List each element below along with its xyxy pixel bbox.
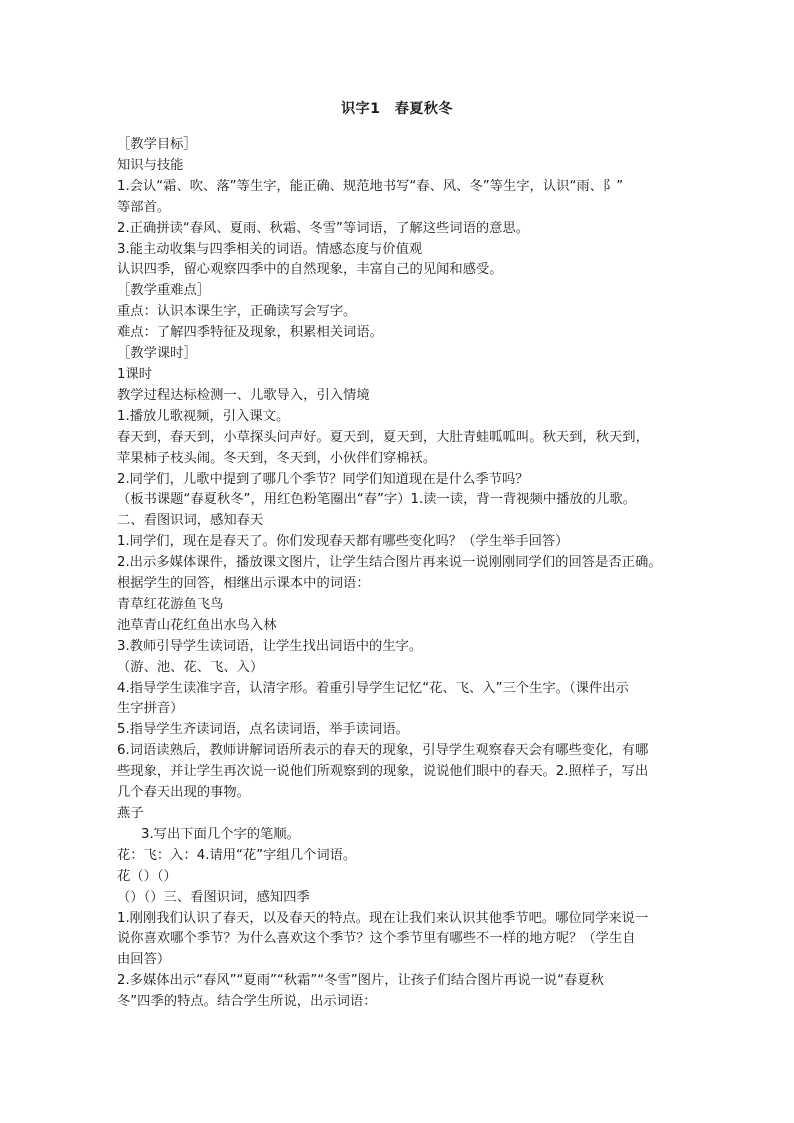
- text-line: 难点：了解四季特征及现象，积累相关词语。: [117, 325, 383, 341]
- text-line: 3.能主动收集与四季相关的词语。情感态度与价值观: [117, 241, 423, 257]
- text-line: （）（）三、看图识词，感知四季: [117, 889, 310, 905]
- text-line: 等部首。: [117, 199, 171, 215]
- text-line: 春天到，春天到，小草探头问声好。夏天到，夏天到，大肚青蛙呱呱叫。秋天到，秋天到，: [117, 429, 649, 445]
- text-line: 青草红花游鱼飞鸟: [117, 596, 224, 612]
- text-line: 根据学生的回答，相继出示课本中的词语：: [117, 576, 370, 592]
- text-line: 1.同学们，现在是春天了。你们发现春天都有哪些变化吗？（学生举手回答）: [117, 534, 569, 550]
- text-line: 2.正确拼读“春风、夏雨、秋霜、冬雪”等词语，了解这些词语的意思。: [117, 220, 530, 236]
- text-line: 5.指导学生齐读词语，点名读词语，举手读词语。: [117, 722, 409, 738]
- text-line: ［教学课时］: [117, 346, 197, 362]
- text-line: 燕子: [117, 806, 144, 821]
- text-line: 2.出示多媒体课件，播放课文图片，让学生结合图片再来说一说刚刚同学们的回答是否正确。: [117, 555, 662, 571]
- document-body: [117, 135, 687, 1013]
- text-line: 知识与技能: [117, 157, 184, 173]
- text-line: （游、池、花、飞、入）: [117, 659, 264, 675]
- text-line: 花：飞：入：4.请用“花”字组几个词语。: [117, 847, 357, 863]
- text-line: ［教学重难点］: [117, 283, 211, 299]
- text-line: 几个春天出现的事物。: [117, 785, 250, 801]
- text-line: 苹果柿子枝头闹。冬天到，冬天到，小伙伴们穿棉袄。: [117, 450, 437, 466]
- text-line: 1.会认“霜、吹、落”等生字，能正确、规范地书写“春、风、冬”等生字，认识“雨、阝”: [117, 178, 624, 194]
- text-line: 生字拼音）: [117, 701, 184, 717]
- text-line: 3.教师引导学生读词语，让学生找出词语中的生字。: [117, 638, 423, 654]
- text-line: 1.刚刚我们认识了春天，以及春天的特点。现在让我们来认识其他季节吧。哪位同学来说一: [117, 910, 649, 926]
- text-line: 1课时: [117, 366, 153, 382]
- text-line: 池草青山花红鱼出水鸟入林: [117, 617, 277, 633]
- text-line: 1.播放儿歌视频，引入课文。: [117, 408, 290, 424]
- text-line: ［教学目标］: [117, 137, 197, 152]
- text-line: 说你喜欢哪个季节？为什么喜欢这个季节？这个季节里有哪些不一样的地方呢？（学生自: [117, 931, 636, 947]
- text-line: 教学过程达标检测一、儿歌导入，引入情境: [117, 387, 370, 403]
- text-line: 6.词语读熟后，教师讲解词语所表示的春天的现象，引导学生观察春天会有哪些变化，有哪: [117, 743, 649, 759]
- text-line: 些现象，并让学生再次说一说他们所观察到的现象，说说他们眼中的春天。2.照样子，写出: [117, 764, 649, 780]
- text-line: 4.指导学生读准字音，认清字形。着重引导学生记忆“花、飞、入”三个生字。（课件出示: [117, 680, 629, 696]
- page-title: 识字1 春夏秋冬: [341, 101, 453, 117]
- text-line: 冬”四季的特点。结合学生所说，出示词语：: [117, 994, 377, 1010]
- text-line: 由回答）: [117, 952, 171, 968]
- text-line: 花（）（）: [117, 868, 177, 884]
- text-line: 2.多媒体出示“春风”“夏雨”“秋霜”“冬雪”图片，让孩子们结合图片再说一说“春夏秋: [117, 973, 604, 989]
- text-line: 3.写出下面几个字的笔顺。: [141, 826, 300, 842]
- text-line: 认识四季，留心观察四季中的自然现象，丰富自己的见闻和感受。: [117, 262, 503, 278]
- text-line: 二、看图识词，感知春天: [117, 513, 264, 529]
- text-line: 2.同学们，儿歌中提到了哪几个季节？同学们知道现在是什么季节吗？: [117, 471, 529, 487]
- text-line: （板书课题“春夏秋冬”，用红色粉笔圈出“春”字）1.读一读，背一背视频中播放的儿歌。: [117, 492, 636, 508]
- text-line: 重点：认识本课生字，正确读写会写字。: [117, 304, 357, 320]
